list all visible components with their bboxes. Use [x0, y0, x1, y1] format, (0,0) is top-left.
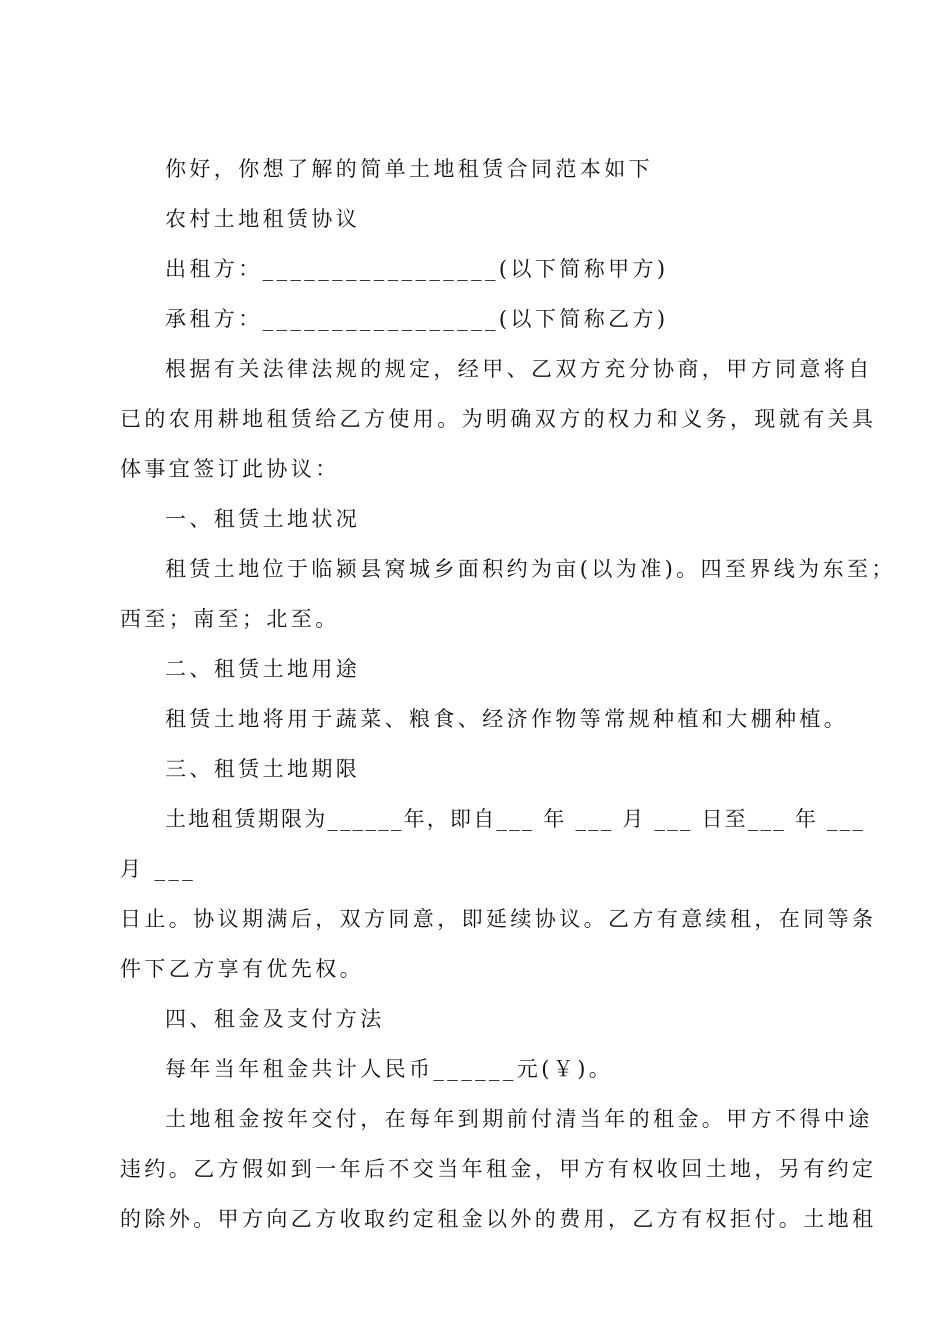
section-3-body-2: 月 ___ [120, 857, 197, 881]
section-3-body-1: 土地租赁期限为______年，即自___ 年 ___ 月 ___ 日至___ 年 ___ [165, 807, 866, 831]
section-3-heading: 三、租赁土地期限 [165, 757, 361, 781]
section-4-body-3: 违约。乙方假如到一年后不交当年租金，甲方有权收回土地，另有约定 [120, 1157, 877, 1181]
section-4-body-1: 每年当年租金共计人民币______元(￥)。 [165, 1057, 614, 1081]
section-4-body-2: 土地租金按年交付，在每年到期前付清当年的租金。甲方不得中途 [165, 1107, 873, 1131]
lessee-line: 承租方：_________________(以下简称乙方) [165, 307, 669, 331]
section-2-body: 租赁土地将用于蔬菜、粮食、经济作物等常规种植和大棚种植。 [165, 707, 849, 731]
section-4-heading: 四、租金及支付方法 [165, 1007, 385, 1031]
preamble-line-3: 体事宜签订此协议： [120, 457, 340, 481]
section-2-heading: 二、租赁土地用途 [165, 657, 361, 681]
greeting-line: 你好，你想了解的简单土地租赁合同范本如下 [165, 157, 653, 181]
section-1-heading: 一、租赁土地状况 [165, 507, 361, 531]
section-3-body-4: 件下乙方享有优先权。 [120, 957, 364, 981]
section-1-body-1: 租赁土地位于临颍县窝城乡面积约为亩(以为准)。四至界线为东至； [165, 557, 896, 581]
section-3-body-3: 日止。协议期满后，双方同意，即延续协议。乙方有意续租，在同等条 [120, 907, 877, 931]
preamble-line-2: 已的农用耕地租赁给乙方使用。为明确双方的权力和义务，现就有关具 [120, 407, 877, 431]
section-4-body-4: 的除外。甲方向乙方收取约定租金以外的费用，乙方有权拒付。土地租 [120, 1207, 877, 1231]
section-1-body-2: 西至；南至；北至。 [120, 607, 340, 631]
agreement-title: 农村土地租赁协议 [165, 207, 361, 231]
preamble-line-1: 根据有关法律法规的规定，经甲、乙双方充分协商，甲方同意将自 [165, 357, 873, 381]
lessor-line: 出租方：_________________(以下简称甲方) [165, 257, 669, 281]
